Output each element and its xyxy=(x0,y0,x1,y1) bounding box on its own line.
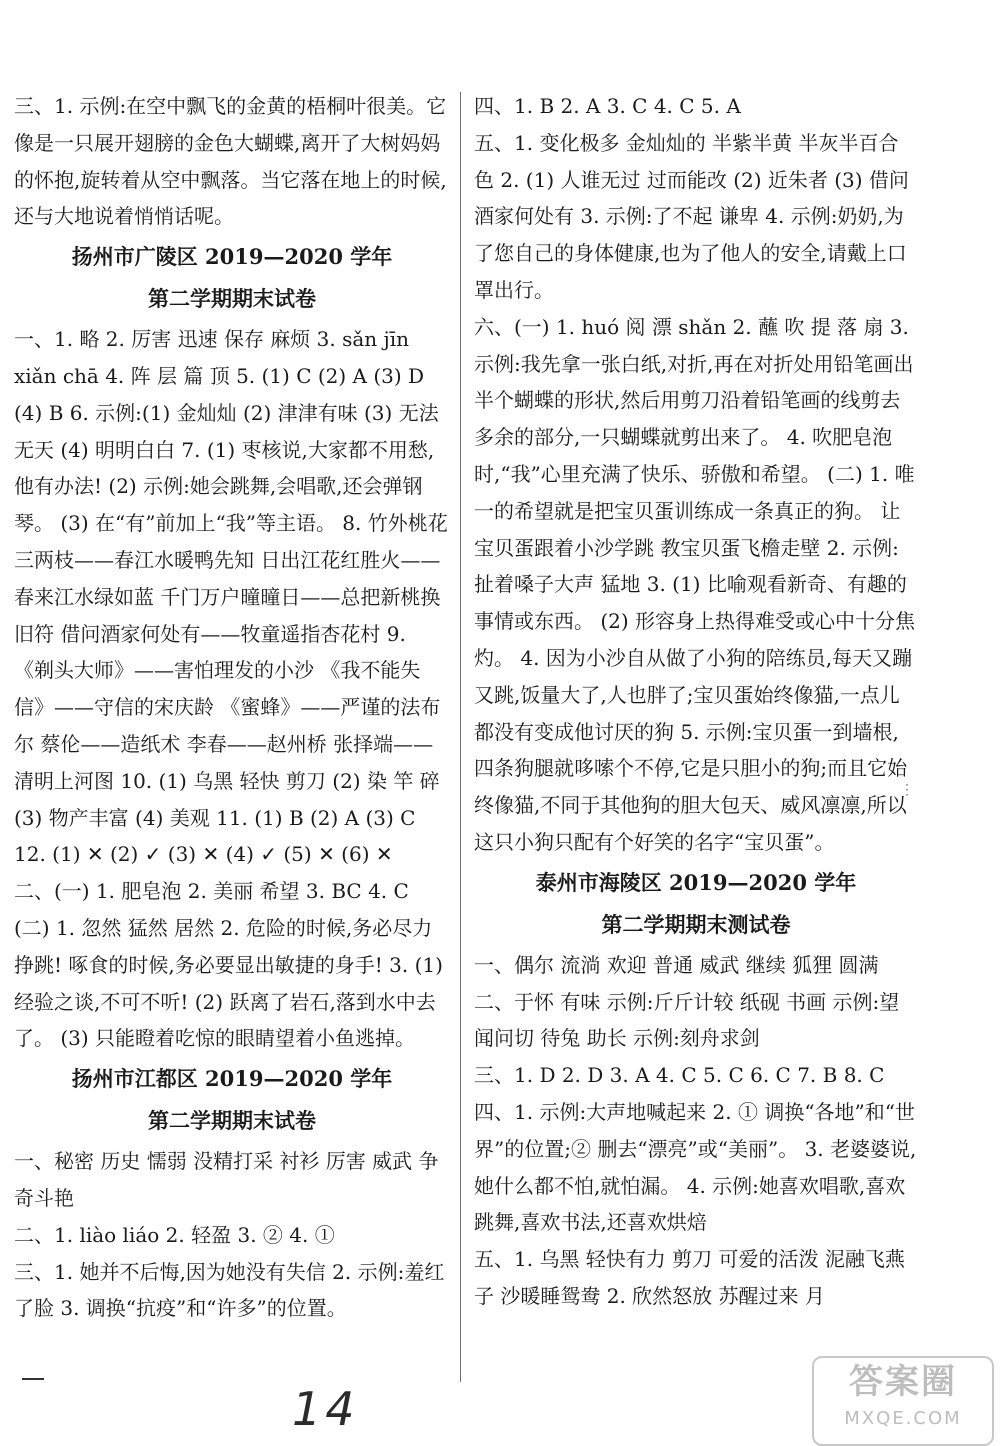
answer-block: 四、1. B 2. A 3. C 4. C 5. A xyxy=(474,94,741,118)
footer-rule xyxy=(22,1378,44,1380)
section-heading: 泰州市海陵区 2019—2020 学年 xyxy=(535,869,857,895)
section-heading: 第二学期期末试卷 xyxy=(148,286,316,312)
answer-block: 六、(一) 1. huó 阅 漂 shǎn 2. 蘸 吹 提 落 扇 3. 示例:我先拿一张白纸,对折,再在对折处用铅笔画出半个蝴蝶的形状,然后用剪刀沿着铅笔画的线剪去多余的部分,一只蝴蝶就剪出来了。 4. 吹肥皂泡时,“我”心里充满了快乐、骄傲和希望。 (二) 1. 唯一的希望就是把宝贝蛋训练成一条真正的狗。 让宝贝蛋跟着小沙学跳 教宝贝蛋飞檐走壁 2. 示例:扯着嗓子大声 猛地 3. (1) 比喻观看新奇、有趣的事情或东西。 (2) 形容身上热得难受或心中十分焦灼。 4. 因为小沙自从做了小狗的陪练员,每天又蹦又跳,饭量大了,人也胖了;宝贝蛋始终像猫,一点儿都没有变成他讨厌的狗 5. 示例:宝贝蛋一到墙根,四条狗腿就哆嗦个不停,它是只胆小的狗;而且它始终像猫,不同于其他狗的胆大包天、威风凛凛,所以这只小狗只配有个好笑的名字“宝贝蛋”。 xyxy=(474,314,916,854)
left-column xyxy=(14,88,450,1327)
section-heading: 第二学期期末试卷 xyxy=(148,1108,316,1134)
column-divider xyxy=(460,92,461,1382)
answer-block: 二、于怀 有味 示例:斤斤计较 纸砚 书画 示例:望闻问切 待兔 助长 示例:刻舟求剑 xyxy=(474,989,900,1051)
answer-block: 四、1. 示例:大声地喊起来 2. ① 调换“各地”和“世界”的位置;② 删去“漂亮”或“美丽”。 3. 老婆婆说,她什么都不怕,就怕漏。 4. 示例:她喜欢唱歌,喜欢跳舞,喜欢书法,还喜欢烘焙 xyxy=(474,1099,917,1235)
section-heading: 第二学期期末测试卷 xyxy=(601,911,791,937)
page-number: 14 xyxy=(292,1382,359,1436)
answer-block: 一、1. 略 2. 厉害 迅速 保存 麻烦 3. sǎn jīn xiǎn chā 4. 阵 层 篇 顶 5. (1) C (2) A (3) D (4) B 6. 示例:(1) 金灿灿 (2) 津津有味 (3) 无法无天 (4) 明明白白 7. (1) 枣核说,大家都不用愁,他有办法! (2) 示例:她会跳舞,会唱歌,还会弹钢琴。 (3) 在“有”前加上“我”等主语。 8. 竹外桃花三两枝——春江水暖鸭先知 日出江花红胜火——春来江水绿如蓝 千门万户曈曈日——总把新桃换旧符 借问酒家何处有——牧童遥指杏花村 9. 《剃头大师》——害怕理发的小沙 《我不能失信》——守信的宋庆龄 《蜜蜂》——严谨的法布尔 蔡伦——造纸术 李春——赵州桥 张择端——清明上河图 10. (1) 乌黑 轻快 剪刀 (2) 染 竿 碎 (3) 物产丰富 (4) 美观 11. (1) B (2) A (3) C 12. (1) ✕ (2) ✓ (3) ✕ (4) ✓ (5) ✕ (6) ✕ xyxy=(14,327,448,867)
answer-block: 一、秘密 历史 懦弱 没精打采 衬衫 厉害 威武 争奇斗艳 xyxy=(14,1149,439,1210)
watermark-logo xyxy=(812,1356,994,1446)
section-heading: 扬州市江都区 2019—2020 学年 xyxy=(71,1066,393,1092)
answer-block: 二、(一) 1. 肥皂泡 2. 美丽 希望 3. BC 4. C (二) 1. 忽然 猛然 居然 2. 危险的时候,务必尽力挣跳! 啄食的时候,务必要显出敏捷的身手! 3. (1) 经验之谈,不可不听! (2) 跃离了岩石,落到水中去了。 (3) 只能瞪着吃惊的眼睛望着小鱼逃掉。 xyxy=(14,879,443,1051)
answer-block: 五、1. 变化极多 金灿灿的 半紫半黄 半灰半百合色 2. (1) 人谁无过 过而能改 (2) 近朱者 (3) 借问酒家何处有 3. 示例:了不起 谦卑 4. 示例:奶奶,为了您自己的身体健康,也为了他人的安全,请戴上口罩出行。 xyxy=(474,130,909,302)
margin-mark: ⋮ xyxy=(900,782,914,798)
answer-block: 三、1. 她并不后悔,因为她没有失信 2. 示例:羞红了脸 3. 调换“抗疫”和“许多”的位置。 xyxy=(14,1259,445,1321)
answer-block: 一、偶尔 流淌 欢迎 普通 威武 继续 狐狸 圆满 xyxy=(474,952,879,977)
section-heading: 扬州市广陵区 2019—2020 学年 xyxy=(71,244,393,270)
answer-block: 三、1. 示例:在空中飘飞的金黄的梧桐叶很美。它像是一只展开翅膀的金色大蝴蝶,离开了大树妈妈的怀抱,旋转着从空中飘落。当它落在地上的时候,还与大地说着悄悄话呢。 xyxy=(14,94,447,229)
watermark-url: MXQE.COM xyxy=(844,1408,962,1429)
watermark-title: 答案圈 xyxy=(849,1362,957,1402)
answer-block: 三、1. D 2. D 3. A 4. C 5. C 6. C 7. B 8. C xyxy=(474,1063,885,1088)
right-column xyxy=(474,88,918,1315)
answer-block: 二、1. liào liáo 2. 轻盈 3. ② 4. ① xyxy=(14,1222,335,1247)
answer-block: 五、1. 乌黑 轻快有力 剪刀 可爱的活泼 泥融飞燕子 沙暖睡鸳鸯 2. 欣然怒放 苏醒过来 月 xyxy=(474,1247,905,1308)
